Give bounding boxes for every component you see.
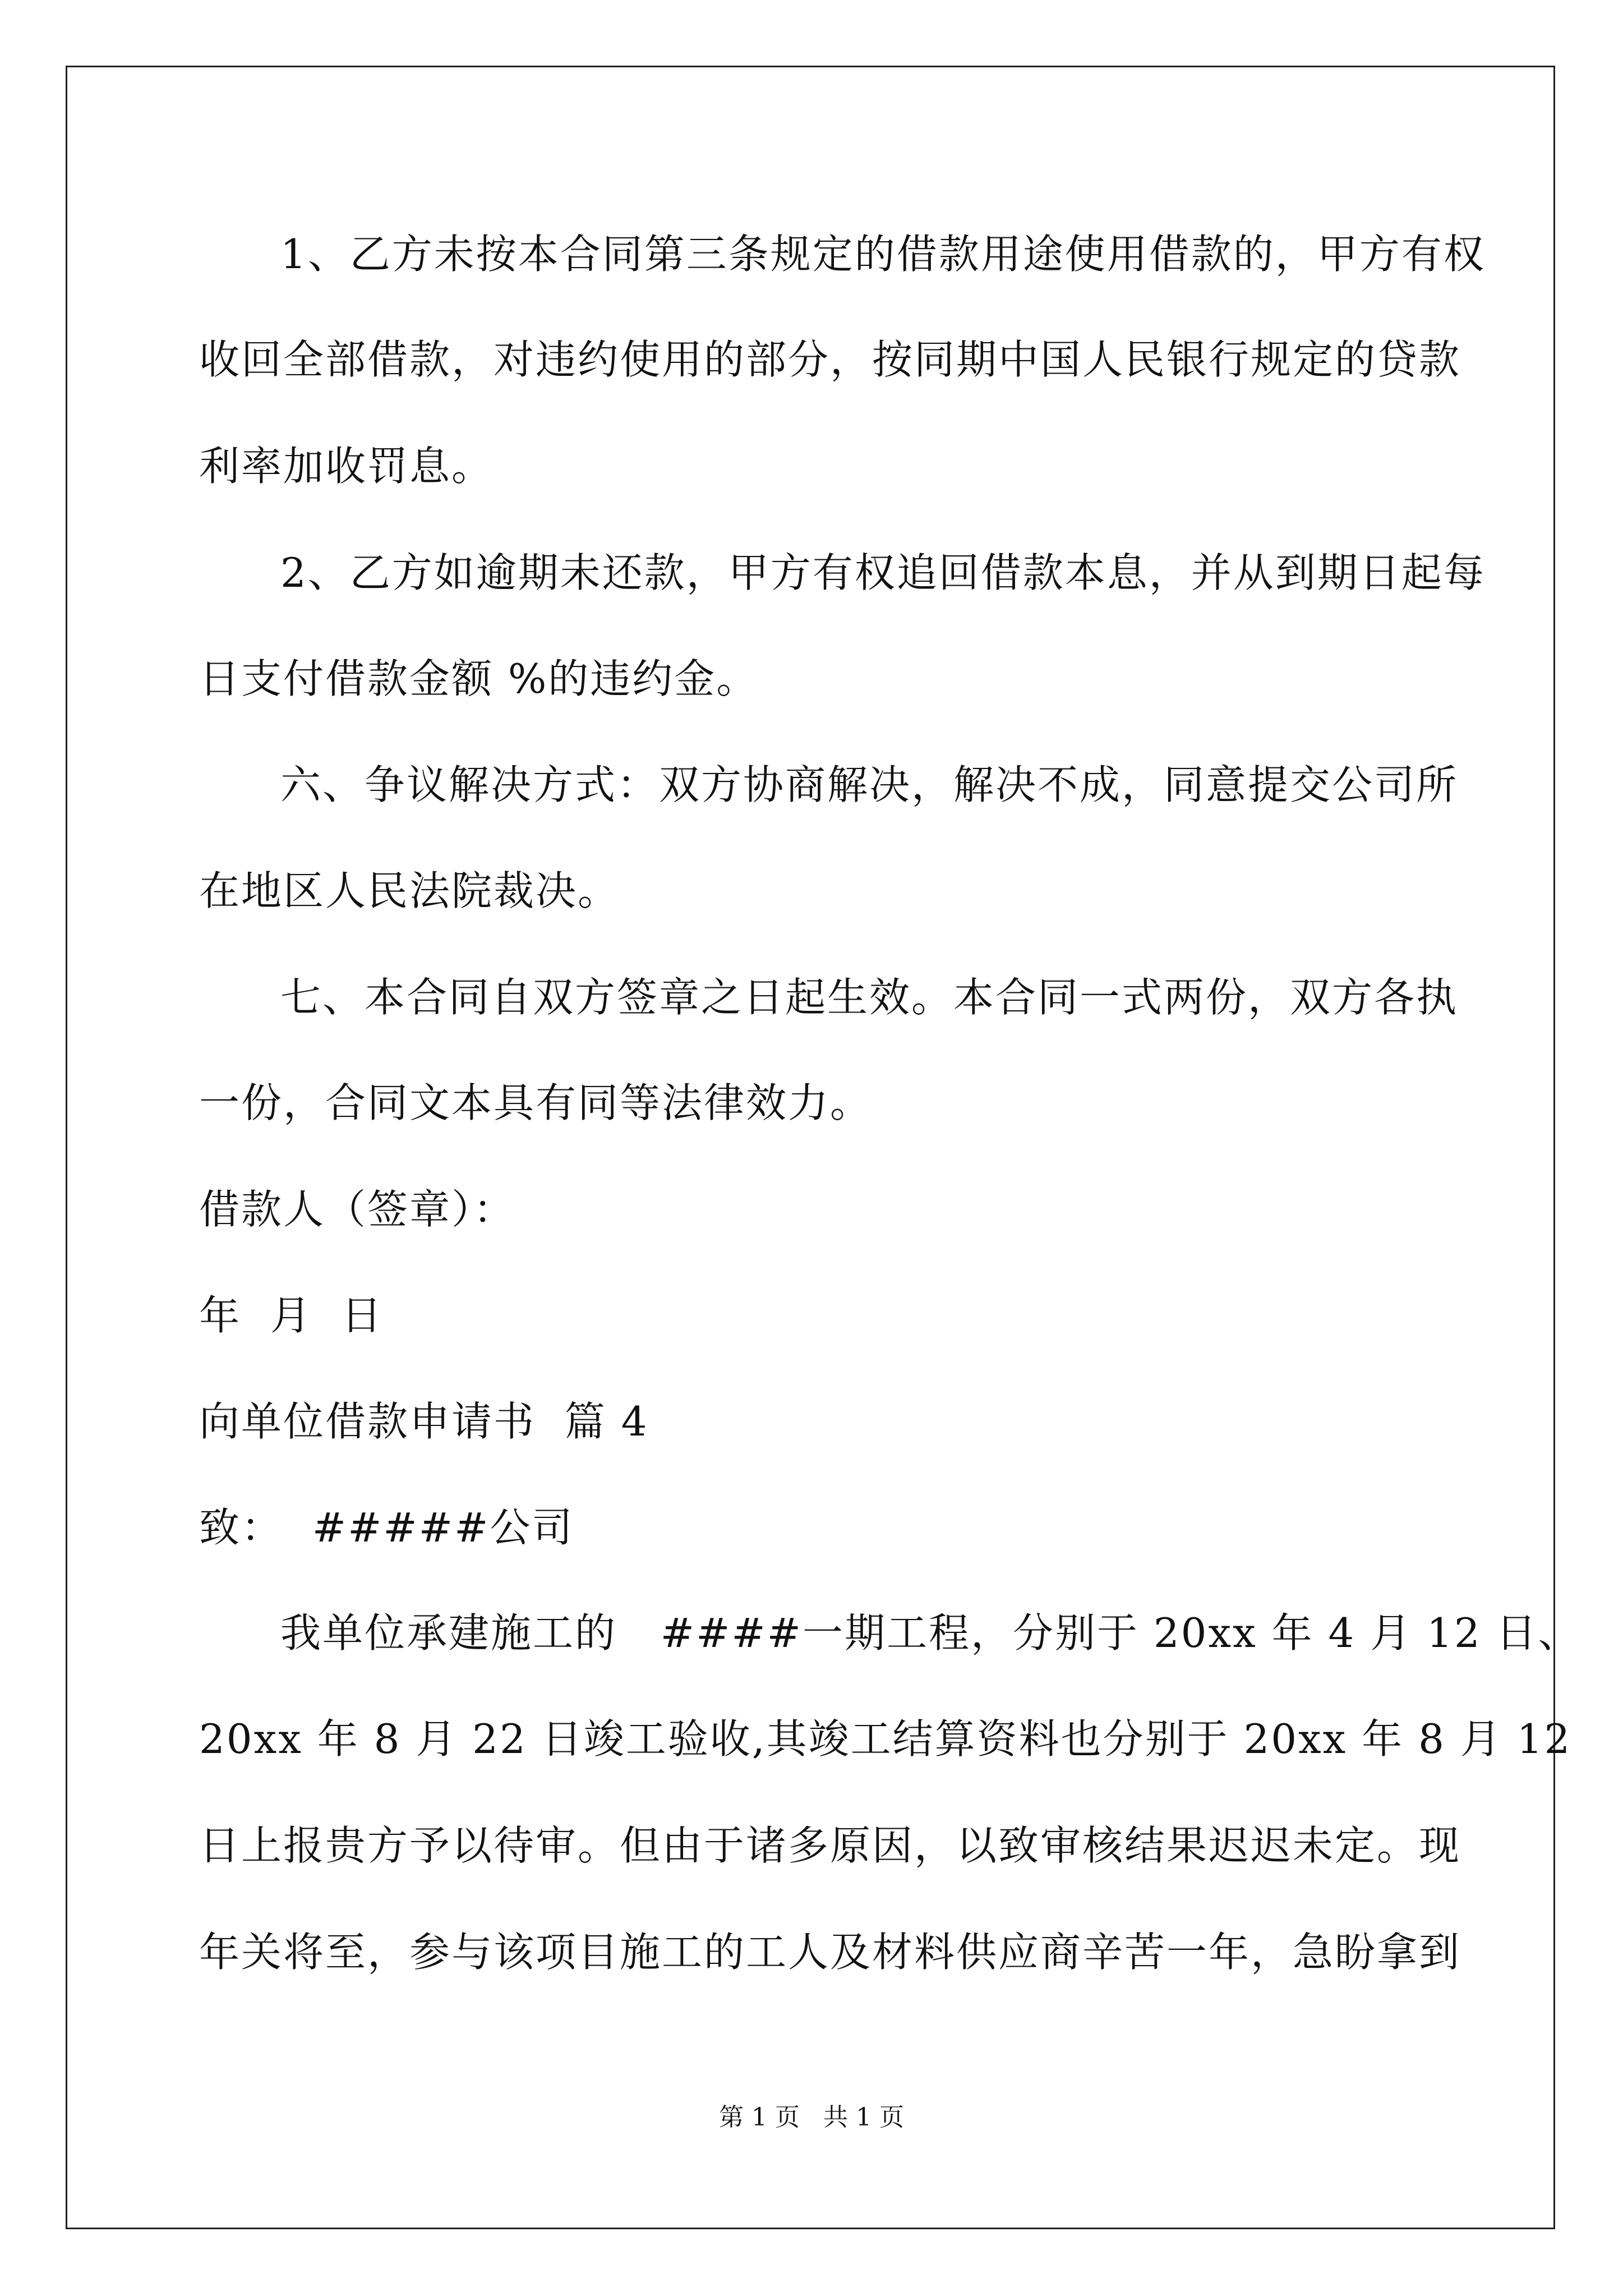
addressee-line: 致： #####公司	[199, 1504, 574, 1551]
section-title: 向单位借款申请书 篇 4	[199, 1398, 649, 1445]
paragraph-line: 日支付借款金额 %的违约金。	[199, 655, 759, 702]
date-line: 年 月 日	[199, 1292, 384, 1339]
paragraph-line: 我单位承建施工的 ####一期工程，分别于 20xx 年 4 月 12 日、	[280, 1609, 1580, 1657]
paragraph-line: 七、本合同自双方签章之日起生效。本合同一式两份，双方各执	[280, 974, 1459, 1021]
signature-label: 借款人（签章）：	[199, 1186, 516, 1233]
paragraph-line: 20xx 年 8 月 22 日竣工验收,其竣工结算资料也分别于 20xx 年 8 月 12	[199, 1715, 1572, 1763]
paragraph-line: 年关将至，参与该项目施工的工人及材料供应商辛苦一年，急盼拿到	[199, 1929, 1461, 1976]
paragraph-line: 日上报贵方予以待审。但由于诸多原因，以致审核结果迟迟未定。现	[199, 1822, 1461, 1869]
paragraph-line: 一份，合同文本具有同等法律效力。	[199, 1079, 873, 1126]
page-footer: 第 1 页 共 1 页	[719, 2103, 904, 2132]
paragraph-line: 收回全部借款，对违约使用的部分，按同期中国人民银行规定的贷款	[199, 336, 1461, 383]
paragraph-line: 2、乙方如逾期未还款，甲方有权追回借款本息，并从到期日起每	[280, 549, 1486, 596]
paragraph-line: 六、争议解决方式：双方协商解决，解决不成，同意提交公司所	[280, 761, 1459, 808]
paragraph-line: 在地区人民法院裁决。	[199, 867, 620, 914]
paragraph-line: 1、乙方未按本合同第三条规定的借款用途使用借款的，甲方有权	[280, 231, 1486, 278]
paragraph-line: 利率加收罚息。	[199, 443, 494, 490]
page-border	[66, 66, 1555, 2229]
